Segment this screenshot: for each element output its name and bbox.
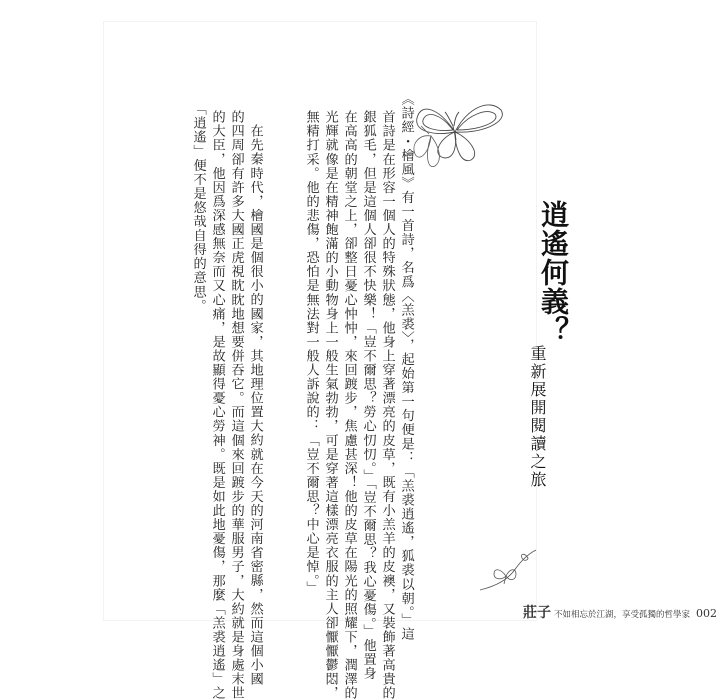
chapter-title: 逍遙何義？: [537, 200, 570, 345]
body-column: 光輝就像是在精神飽滿的小動物身上一般生氣勃勃，可是穿著這樣漂亮衣服的主人卻懨懨鬱悶，: [322, 110, 338, 700]
body-column: 「逍遙」便不是悠哉自得的意思。: [190, 102, 206, 313]
footer-book-title: 莊子: [523, 605, 551, 621]
body-column: 《詩經・檜風》有一首詩，名爲〈羔裘〉，起始第一句便是：「羔裘逍遙，狐裘以朝。」這: [398, 92, 414, 641]
body-column: 首詩是在形容一個人的特殊狀態，他身上穿著漂亮的皮草，既有小羔羊的皮襖，又裝飾著高貴的: [379, 110, 395, 700]
body-column: 在高高的朝堂之上，卻整日憂心忡忡，來回踱步，焦慮甚深！他的皮草在陽光的照耀下，潤澤的: [341, 110, 357, 700]
book-page: [104, 22, 717, 700]
body-column: 在先秦時代，檜國是個很小的國家，其地理位置大約就在今天的河南省密縣，然而這個小國: [247, 124, 263, 686]
page-number: 002: [696, 607, 717, 620]
butterflies-illustration: [409, 88, 519, 178]
small-butterfly-sketch: [476, 546, 546, 596]
chapter-subtitle: 重新展開閱讀之旅: [528, 345, 547, 489]
footer-tagline: 不如相忘於江湖，享受孤獨的哲學家: [554, 610, 691, 620]
body-column: 的大臣，他因爲深感無奈而又心痛，是故顯得憂心勞神。既是如此地憂傷，那麼「羔裘逍遙」之: [209, 110, 225, 700]
body-column: 無精打采。他的悲傷，恐怕是無法對一般人訴說的：「豈不爾思？中心是悼。」: [303, 110, 319, 596]
body-column: 的四周卻有許多大國正虎視眈眈地想要併吞它。而這個來回踱步的華服男子，大約就是身處末世: [228, 110, 244, 700]
running-footer: [523, 602, 717, 622]
body-column: 銀狐毛，但是這個人卻很不快樂！「豈不爾思？勞心忉忉。」「豈不爾思？我心憂傷。」他置身: [360, 110, 376, 681]
